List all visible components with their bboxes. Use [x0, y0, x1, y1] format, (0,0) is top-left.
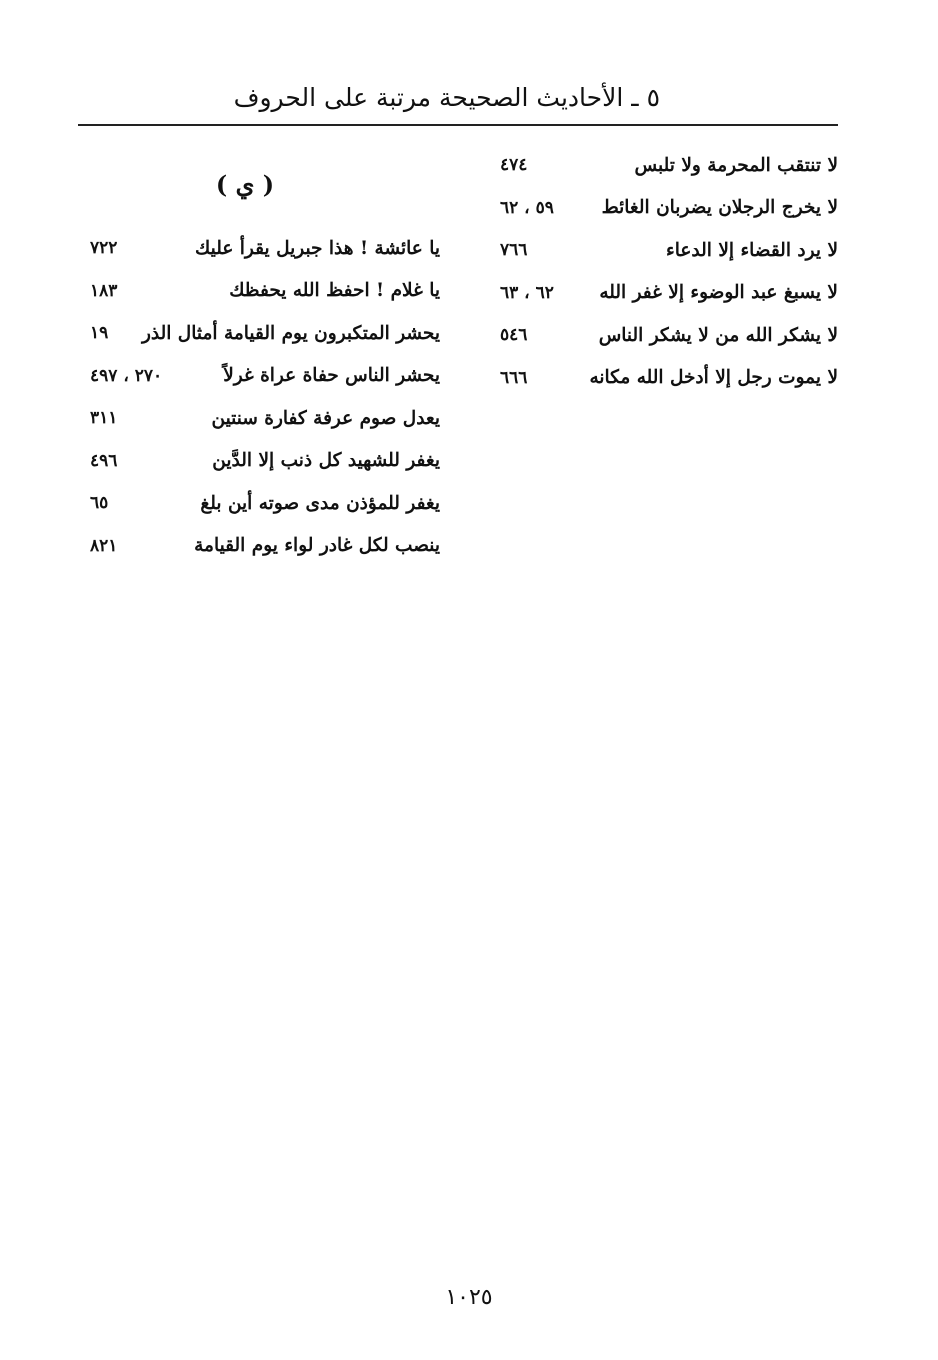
- entry-page-ref: ٤٧٤: [500, 155, 528, 176]
- index-entry: [90, 397, 440, 440]
- entry-text: ينصب لكل غادر لواء يوم القيامة: [194, 535, 440, 557]
- index-entry: [500, 187, 838, 230]
- entry-text: لا يشكر الله من لا يشكر الناس: [598, 324, 838, 346]
- entry-page-ref: ٣١١: [90, 408, 118, 429]
- entry-text: يا عائشة ! هذا جبريل يقرأ عليك: [195, 237, 440, 259]
- entry-text: لا يموت رجل إلا أدخل الله مكانه: [589, 367, 838, 389]
- entry-text: لا تنتقب المحرمة ولا تلبس: [634, 154, 838, 176]
- entry-page-ref: ٢٧٠ ، ٤٩٧: [90, 365, 163, 386]
- section-letter-heading: ( ي ): [215, 170, 275, 199]
- page-header-title: ٥ ـ الأحاديث الصحيحة مرتبة على الحروف: [233, 83, 660, 112]
- index-column-right: [500, 144, 838, 399]
- entry-page-ref: ٥٤٦: [500, 325, 528, 346]
- entry-text: يحشر المتكبرون يوم القيامة أمثال الذر: [141, 322, 440, 344]
- index-entry: [90, 312, 440, 355]
- entry-text: لا يسبغ عبد الوضوء إلا غفر الله: [599, 282, 838, 304]
- entry-text: يحشر الناس حفاة عراة غرلاً: [223, 365, 440, 387]
- index-entry: [500, 272, 838, 315]
- entry-text: يغفر للشهيد كل ذنب إلا الدَّين: [212, 450, 440, 472]
- entry-page-ref: ١٩: [90, 323, 109, 344]
- entry-page-ref: ٦٦٦: [500, 367, 528, 388]
- entry-page-ref: ٦٢ ، ٦٣: [500, 282, 554, 303]
- header-divider: [78, 124, 838, 126]
- index-entry: [90, 482, 440, 525]
- entry-text: يعدل صوم عرفة كفارة سنتين: [211, 407, 440, 429]
- page-number: ١٠٢٥: [445, 1285, 493, 1310]
- entry-page-ref: ٤٩٦: [90, 450, 118, 471]
- index-entry: [500, 314, 838, 357]
- entry-text: يغفر للمؤذن مدى صوته أين بلغ: [200, 492, 440, 514]
- entry-page-ref: ٦٥: [90, 493, 109, 514]
- entry-page-ref: ١٨٣: [90, 280, 118, 301]
- index-entry: [500, 357, 838, 400]
- entry-page-ref: ٧٢٢: [90, 238, 118, 259]
- entry-page-ref: ٥٩ ، ٦٢: [500, 197, 554, 218]
- entry-text: لا يرد القضاء إلا الدعاء: [666, 239, 838, 261]
- index-entry: [90, 440, 440, 483]
- entry-text: لا يخرج الرجلان يضربان الغائط: [601, 197, 838, 219]
- index-column-left: [90, 165, 440, 567]
- index-entry: [90, 227, 440, 270]
- index-entry: [90, 525, 440, 568]
- index-entry: [500, 144, 838, 187]
- index-entry: [500, 229, 838, 272]
- index-entry: [90, 355, 440, 398]
- entry-page-ref: ٨٢١: [90, 535, 118, 556]
- entry-text: يا غلام ! احفظ الله يحفظك: [229, 280, 440, 302]
- entry-page-ref: ٧٦٦: [500, 240, 528, 261]
- index-entry: [90, 270, 440, 313]
